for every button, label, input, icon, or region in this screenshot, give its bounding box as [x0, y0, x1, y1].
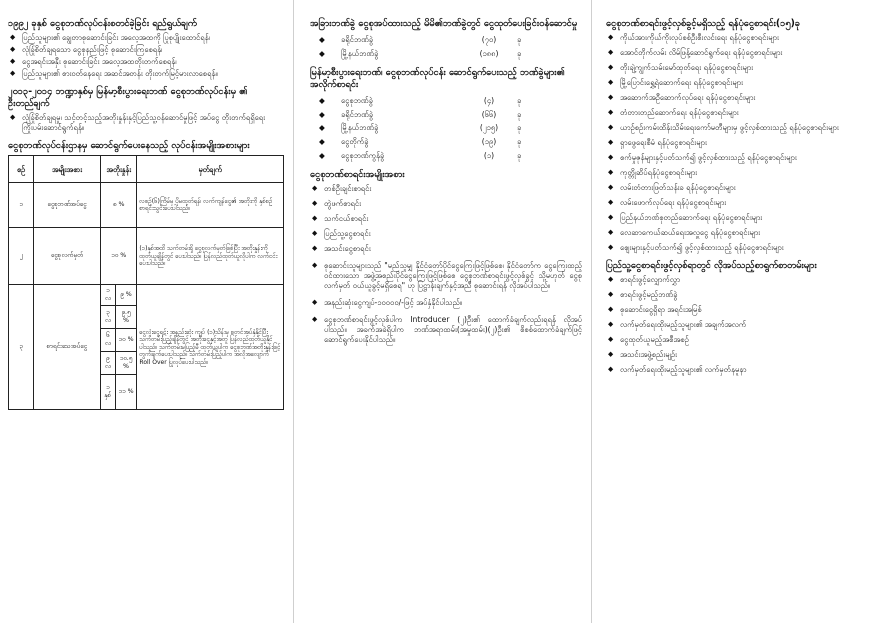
list-item: ◆ အဆောက်အဦဆောက်လုပ်ရေး ရန်ပုံငွေစာရင်းများ	[606, 93, 878, 103]
list-item: ◆ ခရိုင်ဘဏ်ခွဲ (၇၀) ခု	[316, 33, 536, 47]
branch-unit: ခု	[517, 150, 522, 160]
row-rate: ၈ %	[101, 183, 137, 228]
prohibited-funds-heading: ငွေစုဘဏ်စာရင်းဖွင့်လှစ်ခွင့်မရှိသည့် ရန်ပုံငွေစာရင်း(၁၅)ခု	[606, 18, 801, 29]
branch-name: ခရိုင်ဘဏ်ခွဲ	[341, 109, 374, 119]
list-item: ◆ လေဆာကေယ်ဆယ်ရေးအလှူငွေ ရန်ပုံငွေစာရင်းများ	[606, 228, 878, 238]
branch-name: ခရိုင်ဘဏ်ခွဲ	[341, 35, 374, 45]
list-item: ◆ စက်မှုဇုန်များနှင့်ပတ်သက်၍ ဖွင့်လှစ်ထားသည့် ရန်ပုံငွေစာရင်းများ	[606, 153, 878, 163]
term-rate: ၁၁ %	[115, 375, 137, 410]
list-item: ◆ လမ်းတံတားဖြတ်သန်းခ ရန်ပုံငွေစာရင်းများ	[606, 183, 878, 193]
th-note: မှတ်ချက်	[137, 156, 284, 183]
row-no: ၂	[9, 228, 34, 285]
branch-unit: ခု	[517, 137, 522, 147]
branches-table	[316, 94, 536, 163]
term-rate: ၁၀ %	[115, 329, 137, 352]
list-item: ◆ ဈေးများနှင့်ပတ်သက်၍ ဖွင့်လှစ်ထားသည့် ရန်ပုံငွေစာရင်းများ	[606, 243, 878, 253]
list-item: ◆ တစ်ဦးချင်းစာရင်း	[310, 184, 582, 194]
list-item: ◆ လက်မှတ်ရေးထိုးမည့်သူများ၏ လက်မှတ်နမူနာ	[606, 365, 878, 375]
branch-unit: ခု	[517, 109, 522, 119]
term-period: ၆ လ	[101, 329, 116, 352]
branch-name: ငွေတိုက်ခွဲ	[341, 137, 369, 147]
condition-paragraph: ◆ စုဆောင်းသူများသည် "မည်သူမျှ နိုင်ငံတော်ပိုင်ငွေကြေးဖြင့်ဖြစ်စေ၊ နိုင်ငံတော်က ငွေကြေးထည့်ဝင်ထားသော အဖွဲ့အစည်းပိုင်ငွေကြေးဖြင့်ဖြစ်စေ ငွေစုဘဏ်စာရင်းဖွင့်လှစ်ခွင့် သို့မဟုတ် ငွေစုလက်မှတ် ဝယ်ယူခွင့်မရှိစေရ" ဟု ပြဋ္ဌာန်းချက်နှင့်အညီ စုဆောင်းရန် လိုအပ်ပါသည်။	[310, 261, 582, 291]
withdraw-branch-table	[316, 33, 536, 61]
row-type: ငွေစုလက်မှတ်	[34, 228, 101, 285]
list-item: ◆ ငွေထုတ်ယူမည့်အစီအစဉ်	[606, 335, 878, 345]
list-item: ◆ လက်မှတ်ရေးထိုးမည့်သူများ၏ အချက်အလက်	[606, 320, 878, 330]
branch-count: (၁၉)	[481, 137, 497, 147]
branch-unit: ခု	[517, 48, 522, 58]
row-note: (၁)နှစ်အထိ သက်တမ်းရှိ ငွေစုလက်မှတ်ဖြစ်ပြီး အတိုးနှုန်းကို ထုတ်ယူချိန်တွင် ပေးပါသည်။ ပြန်လည်ထုတ်ယူလိုပါက လက်ငင်းပေးပါသည်။	[137, 228, 284, 285]
branch-name: မြို့နယ်ဘဏ်ခွဲ	[341, 123, 379, 133]
row-no: ၁	[9, 183, 34, 228]
purpose-list	[8, 33, 284, 79]
term-rate: ၁၀.၅ %	[115, 352, 137, 375]
branch-name: ငွေစုဘဏ်ကွန်ခွဲ	[341, 150, 385, 160]
branch-unit: ခု	[517, 123, 522, 133]
branch-count: (၂၁၅)	[479, 123, 499, 133]
purpose-item: ◆ ပြည်သူများ၏ ချွေတာစုဆောင်းခြင်း အလေ့အထကို ပြုစုပျိုးထောင်ရန်၊	[8, 33, 284, 43]
row-note: လစဉ်(၆)ကြိမ်မှ ပိုမထုတ်ရန်၊ လက်ကျန်ငွေ၏ အတိုးကို နှစ်စဉ် စာရင်းသွင်းပေးပါသည်။	[137, 183, 284, 228]
column-3	[596, 0, 886, 623]
row-note: ငွေလုံးငွေရင်း အနည်းဆုံး ကျပ် (၁)သိန်းမှ စတင်အပ်နှံနိုင်ပြီး သက်တမ်းပြည့်ချိန်တွင် အတိုးငွေနှင့်အတူ ပြန်လည်ထုတ်ယူနိုင်ပါသည်။ သက်တမ်းမပြည့်မီ ထုတ်ယူပါက ငွေစုဘဏ်အတိုးနှုန်းဖြင့် တွက်ချက်ပေးပါသည်။ သက်တမ်းပြည့်ပါက အလိုအလျောက် Roll Over ပြုလုပ်ပေးပါသည်။	[137, 285, 284, 410]
goal-list	[8, 113, 284, 133]
branch-name: ငွေစုဘဏ်ခွဲ	[341, 95, 373, 105]
term-period: ၉ လ	[101, 352, 116, 375]
column-1	[0, 0, 290, 623]
branch-unit: ခု	[517, 35, 522, 45]
branch-count: (၁၈၈)	[479, 48, 499, 58]
list-item: ◆ ခရိုင်ဘဏ်ခွဲ (၆၆) ခု	[316, 108, 536, 122]
account-types-heading: ငွေစုဘဏ်စာရင်းအမျိုးအစား	[310, 168, 405, 180]
list-item: ◆ တံတားတည်ဆောက်ရေး ရန်ပုံငွေစာရင်းများ	[606, 108, 878, 118]
list-item: ◆ အသင်းအဖွဲ့စည်းမျဉ်း	[606, 350, 878, 360]
table-row	[9, 183, 284, 228]
row-rate: ၁၀ %	[101, 228, 137, 285]
goal-item: ◆ လုံခြုံစိတ်ချရမှု၊ သင့်တင့်သည့်အတိုးနှုန်းနှင့်ပြည်သူ့ဝန်ဆောင်မှုဖြင့် အပ်ငွေ တိုးတက်ရရှိရေး ကြိုးပမ်းဆောင်ရွက်ရန်။	[8, 113, 284, 133]
term-period: ၃ လ	[101, 306, 116, 329]
term-period: ၁ လ	[101, 285, 116, 306]
list-item: ◆ မြို့နယ်ဘဏ်ခွဲ (၂၁၅) ခု	[316, 121, 536, 135]
required-docs-list	[606, 275, 878, 375]
branch-count: (၁)	[483, 150, 495, 160]
th-type: အမျိုးအစား	[34, 156, 101, 183]
row-no: ၃	[9, 285, 34, 410]
row-type: ငွေစုဘဏ်အပ်ငွေ	[34, 183, 101, 228]
list-item: ◆ လမ်းဖောက်လုပ်ရေး ရန်ပုံငွေစာရင်းများ	[606, 198, 878, 208]
term-rate: ၉.၅ %	[115, 306, 137, 329]
branch-count: (၄)	[483, 95, 495, 105]
branch-count: (၆၆)	[481, 109, 497, 119]
condition-paragraph: ◆ ငွေစုဘဏ်စာရင်းဖွင့်လှစ်ပါက Introducer (၂)ဦး၏ ထောက်ခံချက်လည်းရရန် လိုအပ်ပါသည်။ အခက်အခဲရှိပါက ဘဏ်အရာထမ်း(အမှုထမ်း)(၂)ဦး၏ စိစစ်ထောက်ခံချက်ဖြင့် ဆောင်ရွက်ပေးနိုင်ပါသည်။	[310, 315, 582, 345]
term-period: ၁ နှစ်	[101, 375, 116, 410]
list-item: ◆ အောင်တိုက်လမ်း လိမ်ဖြန့်ဆောင်ရွက်ရေး ရန်ပုံငွေစာရင်းများ	[606, 48, 878, 58]
branch-unit: ခု	[517, 95, 522, 105]
condition-paragraph: ◆ အနည်းဆုံးငွေကျပ်-၁၀၀၀၀/-ဖြင့် အပ်နှံနိုင်ပါသည်။	[310, 298, 582, 308]
list-item: ◆ ငွေတိုက်ခွဲ (၁၉) ခု	[316, 135, 536, 149]
list-item: ◆ သက်ငယ်စာရင်း	[310, 214, 582, 224]
list-item: ◆ တိုးချဲ့ကျွက်သမ်းမော်ထုတ်ရေး ရန်ပုံငွေစာရင်းများ	[606, 63, 878, 73]
list-item: ◆ ရှာဖွေရေးစီမံ ရန်ပုံငွေစာရင်းများ	[606, 138, 878, 148]
branch-count: (၇၀)	[481, 35, 497, 45]
table-row	[9, 285, 284, 306]
column-divider	[591, 0, 592, 623]
list-item: ◆ စာရင်းဖွင့်မည့်ဘဏ်ခွဲ	[606, 290, 878, 300]
list-item: ◆ ငွေစုဘဏ်ကွန်ခွဲ (၁) ခု	[316, 149, 536, 163]
conditions-list	[310, 261, 582, 345]
branches-heading: မြန်မာ့စီးပွားရေးဘဏ်၊ ငွေစုဘဏ်လုပ်ငန်း ဆောင်ရွက်ပေးသည့် ဘဏ်ခွဲများ၏ အလိုက်စာရင်း	[310, 66, 565, 90]
prohibited-funds-list	[606, 33, 878, 253]
withdraw-service-heading: အခြားဘဏ်ခွဲ ငွေစုအပ်ထားသည့် မိမိ၏ဘဏ်ခွဲတွင် ငွေထုတ်ပေးခြင်းဝန်ဆောင်မှု	[310, 18, 578, 29]
list-item: ◆ ကုတ္တိုဆိပ်ရန်ပုံငွေစာရင်းများ	[606, 168, 878, 178]
list-item: ◆ ပြည်သူ့ငွေစာရင်း	[310, 229, 582, 239]
list-item: ◆ ယာဉ်စဉ်းကမ်းထိန်းသိမ်းရေးကော်မတီများမှ ဖွင့်လှစ်ထားသည့် ရန်ပုံငွေစာရင်းများ	[606, 123, 878, 133]
list-item: ◆ ငွေစုဘဏ်ခွဲ (၄) ခု	[316, 94, 536, 108]
purpose-item: ◆ လုံခြုံစိတ်ချရသော ငွေစုနည်းဖြင့် စုဆောင်းကြစေရန်၊	[8, 45, 284, 55]
list-item: ◆ ပြည်နယ်ဘဏ်စုတည်ဆောက်ရေး ရန်ပုံငွေစာရင်းများ	[606, 213, 878, 223]
list-item: ◆ ကိုယ်အားကိုယ်ကိုးလုပ်စစ်ဦးစီးလင်းရေး ရန်ပုံငွေစာရင်းများ	[606, 33, 878, 43]
list-item: ◆ အသင်းငွေစာရင်း	[310, 244, 582, 254]
table-row	[9, 228, 284, 285]
table-header-row	[9, 156, 284, 183]
list-item: ◆ စုဆောင်းငွေရှိရာ အရင်းအမြစ်	[606, 305, 878, 315]
required-docs-heading: ပြည်သူ့ငွေစာရင်းဖွင့်လှစ်ရာတွင် လိုအပ်သည့်စာရွက်စာတမ်းများ	[606, 260, 817, 272]
column-divider	[293, 0, 294, 623]
purpose-item: ◆ ငွေအရင်းအနှီး စုဆောင်းခြင်း အလေ့အထတိုးတက်စေရန်၊	[8, 57, 284, 67]
list-item: ◆ တွဲဖက်စာရင်း	[310, 199, 582, 209]
services-heading: ငွေစုဘဏ်လုပ်ငန်းဌာနမှ ဆောင်ရွက်ပေးနေသည့် လုပ်ငန်းအမျိုးအစားများ	[8, 140, 250, 152]
purpose-item: ◆ ပြည်သူများ၏ စားဝတ်နေရေး အဆင်အတန်း တိုးတက်မြင့်မားလာစေရန်။	[8, 69, 284, 79]
purpose-heading: ၁၉၉၂ ခုနှစ် ငွေစုဘဏ်လုပ်ငန်းစတင်ခဲ့ခြင်း ရည်ရွယ်ချက်	[8, 18, 197, 29]
services-table	[8, 155, 284, 410]
row-type: စာရင်းသေအပ်ငွေ	[34, 285, 101, 410]
th-rate: အတိုးနှုန်း	[101, 156, 137, 183]
list-item: ◆ မြို့ပြောင်းရွှေ့ရဲဆောက်ရေး ရန်ပုံငွေစာရင်းများ	[606, 78, 878, 88]
goal-heading: ၂၀၁၃-၂၀၁၄ ဘဏ္ဍာနှစ်မှ မြန်မာ့စီးပွားရေးဘဏ် ငွေစုဘဏ်လုပ်ငန်းမှ ၏ ဦးတည်ချက်	[8, 86, 248, 110]
list-item: ◆ စာရင်းဖွင့်လျှောက်လွှာ	[606, 275, 878, 285]
account-types-list	[310, 184, 582, 254]
branch-name: မြို့နယ်ဘဏ်ခွဲ	[341, 48, 379, 58]
list-item: ◆ မြို့နယ်ဘဏ်ခွဲ (၁၈၈) ခု	[316, 47, 536, 61]
th-no: စဉ်	[9, 156, 34, 183]
column-2	[298, 0, 588, 623]
term-rate: ၉ %	[115, 285, 137, 306]
